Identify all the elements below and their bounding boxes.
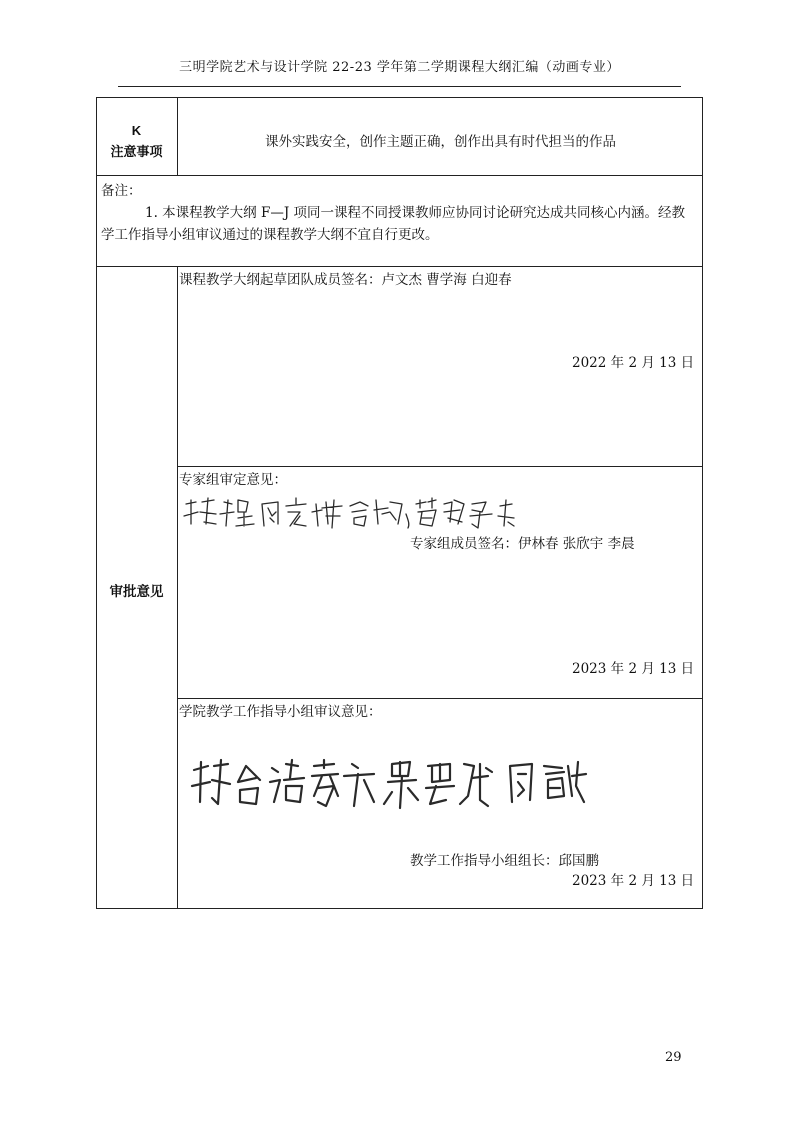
row-divider-remarks xyxy=(96,266,703,267)
remarks-block xyxy=(101,180,699,246)
expert-opinion-title: 专家组审定意见： xyxy=(179,472,287,488)
college-opinion-title: 学院教学工作指导小组审议意见： xyxy=(179,704,382,720)
table-border-right xyxy=(702,97,703,909)
remarks-line-2: 学工作指导小组审议通过的课程教学大纲不宜自行更改。 xyxy=(101,227,439,243)
college-date: 2023 年 2 月 13 日 xyxy=(572,873,695,889)
row-divider-expert xyxy=(177,466,703,467)
table-border-left xyxy=(96,97,97,909)
remarks-line-1: 1. 本课程教学大纲 F—J 项同一课程不同授课教师应协同讨论研究达成共同核心内涵。经教 xyxy=(145,205,686,221)
notes-label xyxy=(96,120,177,164)
college-handwritten-opinion xyxy=(188,756,588,816)
drafting-date: 2022 年 2 月 13 日 xyxy=(572,355,695,371)
expert-members-signatures: 专家组成员签名：伊林春 张欣宇 李晨 xyxy=(410,536,635,552)
label-column-divider-bottom xyxy=(177,266,178,909)
header-rule xyxy=(118,86,681,87)
expert-handwritten-opinion xyxy=(182,494,512,534)
notes-label-text: 注意事项 xyxy=(110,145,163,160)
notes-content: 课外实践安全，创作主题正确，创作出具有时代担当的作品 xyxy=(265,134,616,150)
college-leader-signature: 教学工作指导小组组长：邱国鹏 xyxy=(410,853,599,869)
drafting-team-signatures: 课程教学大纲起草团队成员签名：卢文杰 曹学海 白迎春 xyxy=(179,272,512,288)
page-number: 29 xyxy=(665,1050,682,1065)
table-border-top xyxy=(96,97,703,98)
row-divider-college xyxy=(177,698,703,699)
document-header-title: 三明学院艺术与设计学院 22-23 学年第二学期课程大纲汇编（动画专业） xyxy=(179,60,620,75)
table-border-bottom xyxy=(96,908,703,909)
row-divider-notes xyxy=(96,175,703,176)
approval-label: 审批意见 xyxy=(109,584,164,600)
remarks-title: 备注： xyxy=(101,183,142,199)
notes-label-letter: K xyxy=(131,123,142,138)
expert-date: 2023 年 2 月 13 日 xyxy=(572,661,695,677)
